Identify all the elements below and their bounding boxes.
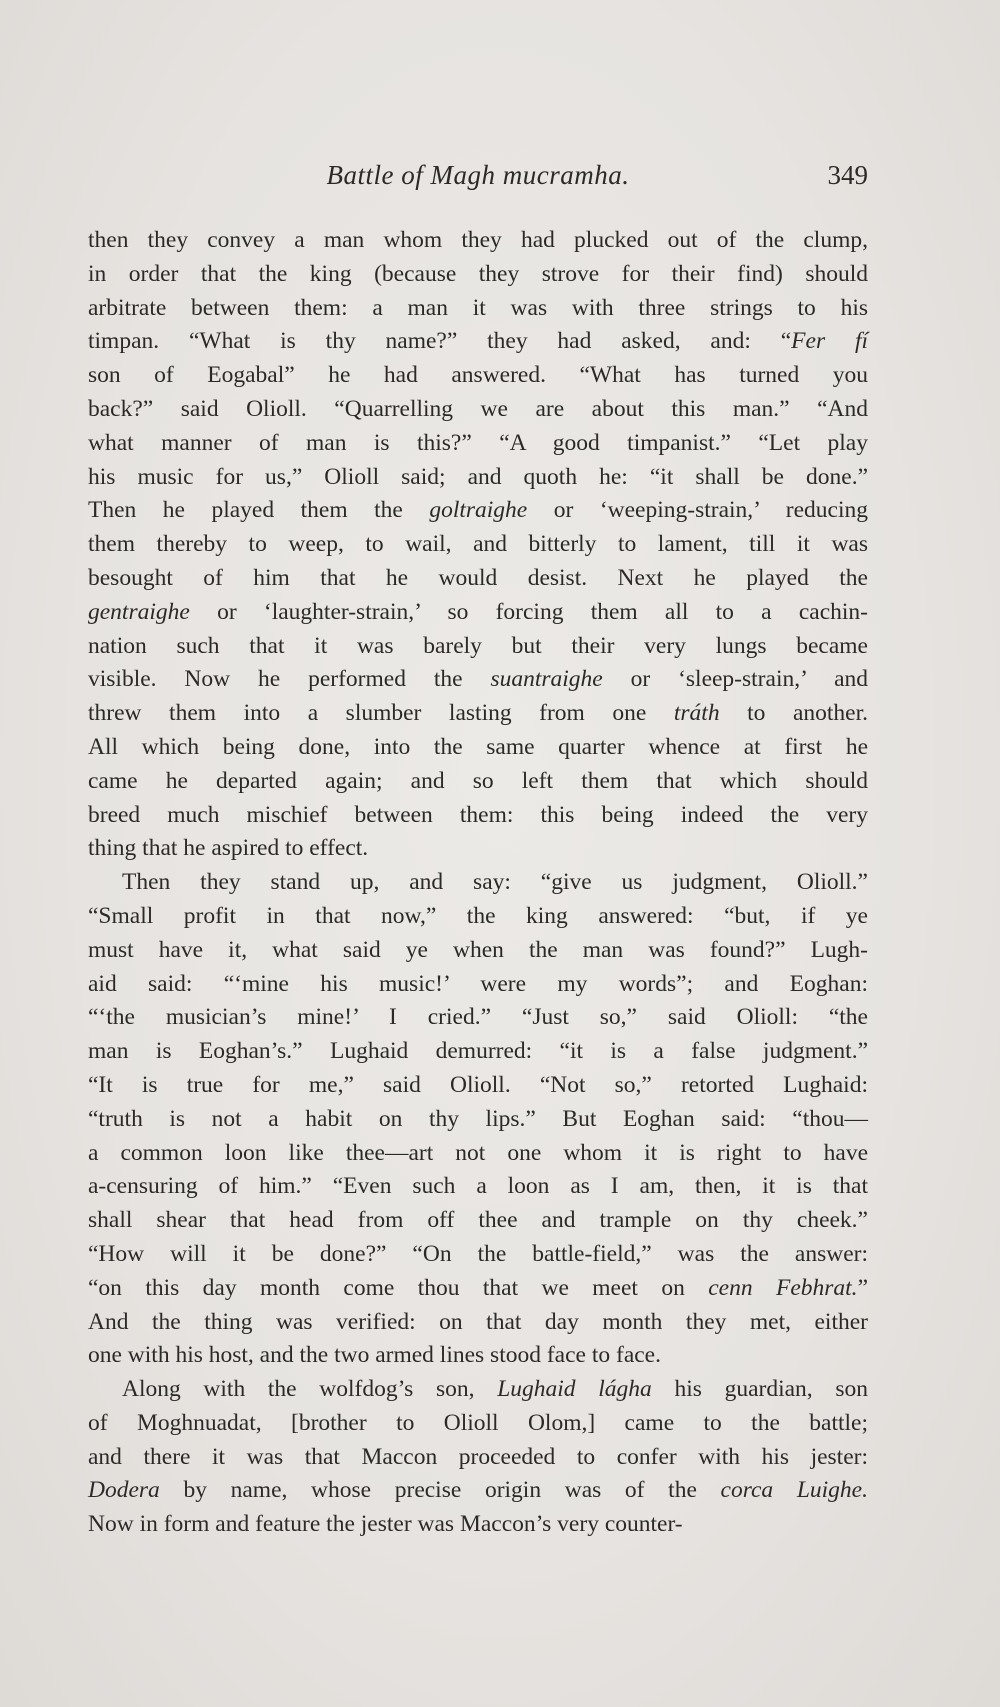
italic-term: suantraighe — [490, 666, 603, 693]
text-run: And the thing was verified: on that day month they met, either — [88, 1308, 868, 1335]
text-line — [88, 900, 868, 934]
text-run: “How will it be done?” “On the battle-field,” was the answer: — [88, 1240, 868, 1267]
text-line — [88, 494, 868, 528]
text-line — [88, 765, 868, 799]
paragraph — [88, 866, 868, 1373]
text-run: shall shear that head from off thee and trample on thy cheek.” — [88, 1207, 868, 1234]
text-run: by name, whose precise origin was of the — [159, 1477, 721, 1504]
text-line — [88, 1238, 868, 1272]
text-run: All which being done, into the same quarter whence at first he — [88, 733, 868, 760]
text-line — [88, 1474, 868, 1508]
text-run: arbitrate between them: a man it was with three strings to his — [88, 294, 868, 321]
text-run: Now in form and feature the jester was Maccon’s very counter- — [88, 1511, 683, 1538]
text-run: one with his host, and the two armed lines stood face to face. — [88, 1342, 661, 1369]
italic-term: corca Luighe. — [720, 1477, 868, 1504]
text-run: man is Eoghan’s.” Lughaid demurred: “it is a false judgment.” — [88, 1038, 868, 1065]
text-run: “truth is not a habit on thy lips.” But Eoghan said: “thou— — [88, 1105, 868, 1132]
text-run: “‘the musician’s mine!’ I cried.” “Just so,” said Olioll: “the — [88, 1004, 868, 1031]
text-run: thing that he aspired to effect. — [88, 835, 369, 862]
text-line — [88, 1137, 868, 1171]
page-number: 349 — [827, 160, 868, 190]
paragraph — [88, 224, 868, 866]
text-run: then they convey a man whom they had plucked out of the clump, — [88, 227, 868, 253]
text-line — [88, 832, 868, 866]
text-line — [88, 866, 868, 900]
text-line — [88, 562, 868, 596]
text-line — [88, 1069, 868, 1103]
paragraph — [88, 1373, 868, 1542]
text-run: a-censuring of him.” “Even such a loon as I am, then, it is that — [88, 1173, 868, 1200]
text-run: besought of him that he would desist. Next he played the — [88, 564, 868, 591]
italic-term: tráth — [673, 700, 720, 727]
text-run: nation such that it was barely but their very lungs became — [88, 632, 868, 659]
text-run: or ‘laughter-strain,’ so forcing them all to a cachin- — [189, 598, 868, 625]
text-line — [88, 1035, 868, 1069]
text-run: visible. Now he performed the — [88, 666, 491, 693]
text-line — [88, 1170, 868, 1204]
running-title: Battle of Magh mucramha. — [326, 160, 630, 190]
text-line — [88, 461, 868, 495]
page-header — [88, 160, 868, 200]
text-run: or ‘weeping-strain,’ reducing — [527, 497, 868, 524]
text-run: in order that the king (because they strove for their find) should — [88, 260, 868, 287]
text-run: a common loon like thee—art not one whom it is right to have — [88, 1139, 868, 1166]
text-run: “Small profit in that now,” the king answered: “but, if ye — [88, 902, 868, 929]
text-run: must have it, what said ye when the man was found?” Lugh- — [88, 936, 868, 963]
italic-term: gentraighe — [88, 598, 190, 625]
text-line — [88, 292, 868, 326]
italic-term: Fer fí — [791, 328, 869, 355]
text-run: to another. — [719, 700, 868, 727]
italic-term: Lughaid lágha — [497, 1376, 652, 1403]
text-line — [88, 224, 868, 258]
text-run: back?” said Olioll. “Quarrelling we are about this man.” “And — [88, 395, 868, 422]
text-run: them thereby to weep, to wail, and bitterly to lament, till it was — [88, 531, 868, 558]
text-line — [88, 427, 868, 461]
text-line — [88, 697, 868, 731]
text-run: threw them into a slumber lasting from one — [88, 700, 674, 727]
text-run: son of Eogabal” he had answered. “What has turned you — [88, 362, 868, 389]
text-line — [88, 393, 868, 427]
text-line — [88, 1373, 868, 1407]
text-line — [88, 934, 868, 968]
text-line — [88, 1103, 868, 1137]
text-line — [88, 325, 868, 359]
text-line — [88, 1001, 868, 1035]
text-line — [88, 1407, 868, 1441]
text-line — [88, 968, 868, 1002]
text-run: what manner of man is this?” “A good timpanist.” “Let play — [88, 429, 868, 456]
text-line — [88, 528, 868, 562]
text-line — [88, 1306, 868, 1340]
text-line — [88, 1441, 868, 1475]
text-run: ” — [857, 1274, 868, 1301]
text-run: and there it was that Maccon proceeded to confer with his jester: — [88, 1443, 868, 1470]
text-run: his music for us,” Olioll said; and quoth he: “it shall be done.” — [88, 463, 868, 490]
text-line — [88, 663, 868, 697]
italic-term: goltraighe — [429, 497, 528, 524]
text-line — [88, 731, 868, 765]
text-run: “It is true for me,” said Olioll. “Not so,” retorted Lughaid: — [88, 1071, 868, 1098]
text-run: Then he played them the — [88, 497, 430, 524]
text-run: came he departed again; and so left them that which should — [88, 767, 868, 794]
text-run: Along with the wolfdog’s son, — [122, 1376, 498, 1403]
text-run: or ‘sleep-strain,’ and — [602, 666, 868, 693]
text-line — [88, 1508, 868, 1542]
text-line — [88, 799, 868, 833]
text-run: of Moghnuadat, [brother to Olioll Olom,] came to the battle; — [88, 1409, 868, 1436]
text-line — [88, 1339, 868, 1373]
text-run: his guardian, son — [651, 1376, 868, 1403]
text-line — [88, 1272, 868, 1306]
text-line — [88, 359, 868, 393]
text-run: breed much mischief between them: this being indeed the very — [88, 801, 868, 828]
italic-term: Dodera — [88, 1477, 160, 1504]
text-line — [88, 258, 868, 292]
text-line — [88, 1204, 868, 1238]
text-run: Then they stand up, and say: “give us judgment, Olioll.” — [122, 869, 868, 896]
text-run: aid said: “‘mine his music!’ were my words”; and Eoghan: — [88, 970, 868, 997]
text-line — [88, 596, 868, 630]
italic-term: cenn Febhrat. — [708, 1274, 858, 1301]
text-line — [88, 630, 868, 664]
text-run: timpan. “What is thy name?” they had asked, and: “ — [88, 328, 792, 355]
text-run: “on this day month come thou that we meet on — [88, 1274, 709, 1301]
body-text — [88, 224, 868, 1542]
